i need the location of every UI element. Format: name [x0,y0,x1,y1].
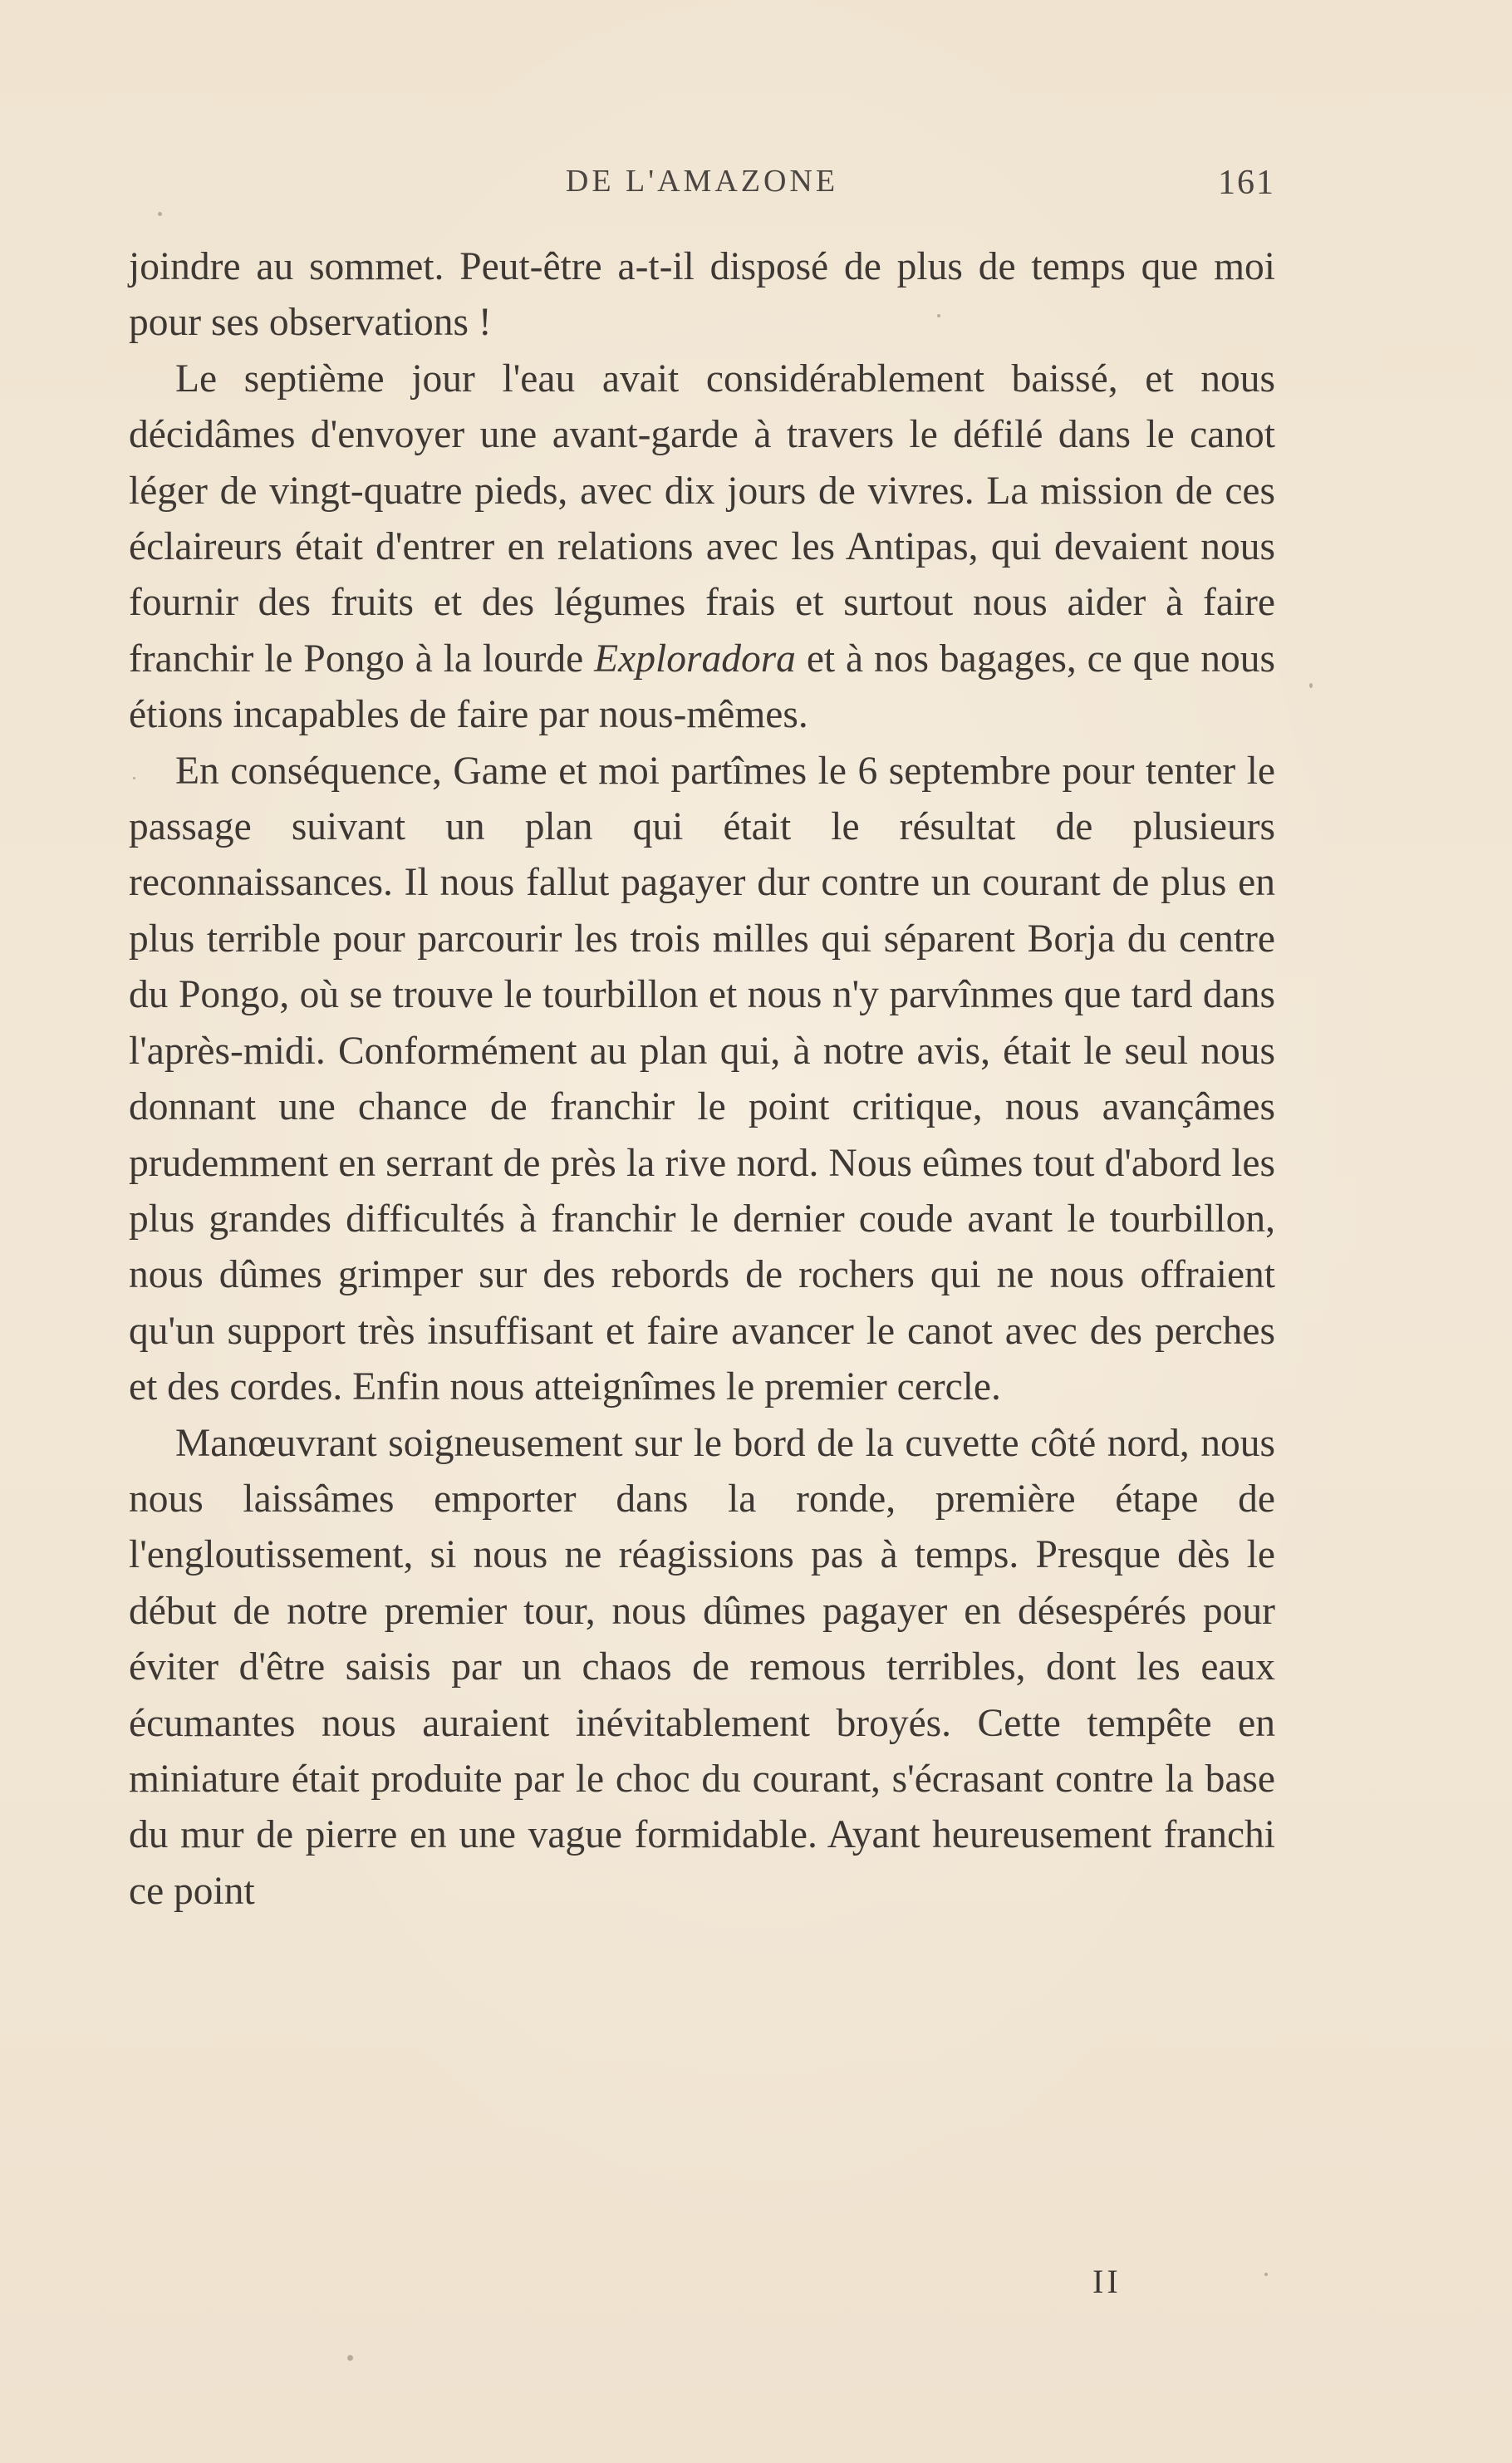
paragraph-2-text-b: et à nos bagages, ce que nous étions incapables de faire par nous-mêmes. [129,637,1275,737]
paragraph-4: Manœuvrant soigneusement sur le bord de la cuvette côté nord, nous nous laissâmes emporter dans la ronde, première étape de l'engloutissement, si nous ne réagissions pas à temps. Presque dès le début de notre premier tour, nous dûmes pagayer en désespérés pour éviter d'être saisis par un chaos de remous terribles, dont les eaux écumantes nous auraient inévitablement broyés. Cette tempête en miniature était produite par le choc du courant, s'écrasant contre la base du mur de pierre en une vague formidable. Ayant heureusement franchi ce point [129,1421,1275,1913]
paper-speck [1309,683,1313,688]
page-number: 161 [1218,164,1275,202]
paragraph-2 [129,352,1275,744]
paper-speck [133,777,135,779]
signature-mark: II [1092,2263,1122,2300]
paper-speck [937,314,940,317]
paper-speck [1264,2273,1268,2276]
paragraph-1: joindre au sommet. Peut-être a-t-il disposé de plus de temps que moi pour ses observations ! [129,245,1275,345]
running-head [129,163,1275,204]
running-title: DE L'AMAZONE [565,164,839,199]
body-text [129,239,1275,1920]
paper-speck [158,212,162,216]
paragraph-2-text-a: Le septième jour l'eau avait considérablement baissé, et nous décidâmes d'envoyer une avant-garde à travers le défilé dans le canot léger de vingt-quatre pieds, avec dix jours de vivres. La mission de ces éclaireurs était d'entrer en relations avec les Antipas, qui devaient nous fournir des fruits et des légumes frais et surtout nous aider à faire franchir le Pongo à la lourde [129,356,1275,681]
paragraph-3: En conséquence, Game et moi partîmes le 6 septembre pour tenter le passage suivant un plan qui était le résultat de plusieurs reconnaissances. Il nous fallut pagayer dur contre un courant de plus en plus terrible pour parcourir les trois milles qui séparent Borja du centre du Pongo, où se trouve le tourbillon et nous n'y parvînmes que tard dans l'après-midi. Conformément au plan qui, à notre avis, était le seul nous donnant une chance de franchir le point critique, nous avançâmes prudemment en serrant de près la rive nord. Nous eûmes tout d'abord les plus grandes difficultés à franchir le dernier coude avant le tourbillon, nous dûmes grimper sur des rebords de rochers qui ne nous offraient qu'un support très insuffisant et faire avancer le canot avec des perches et des cordes. Enfin nous atteignîmes le premier cercle. [129,749,1275,1409]
paper-speck [347,2355,353,2361]
boat-name-italic: Exploradora [594,637,796,681]
